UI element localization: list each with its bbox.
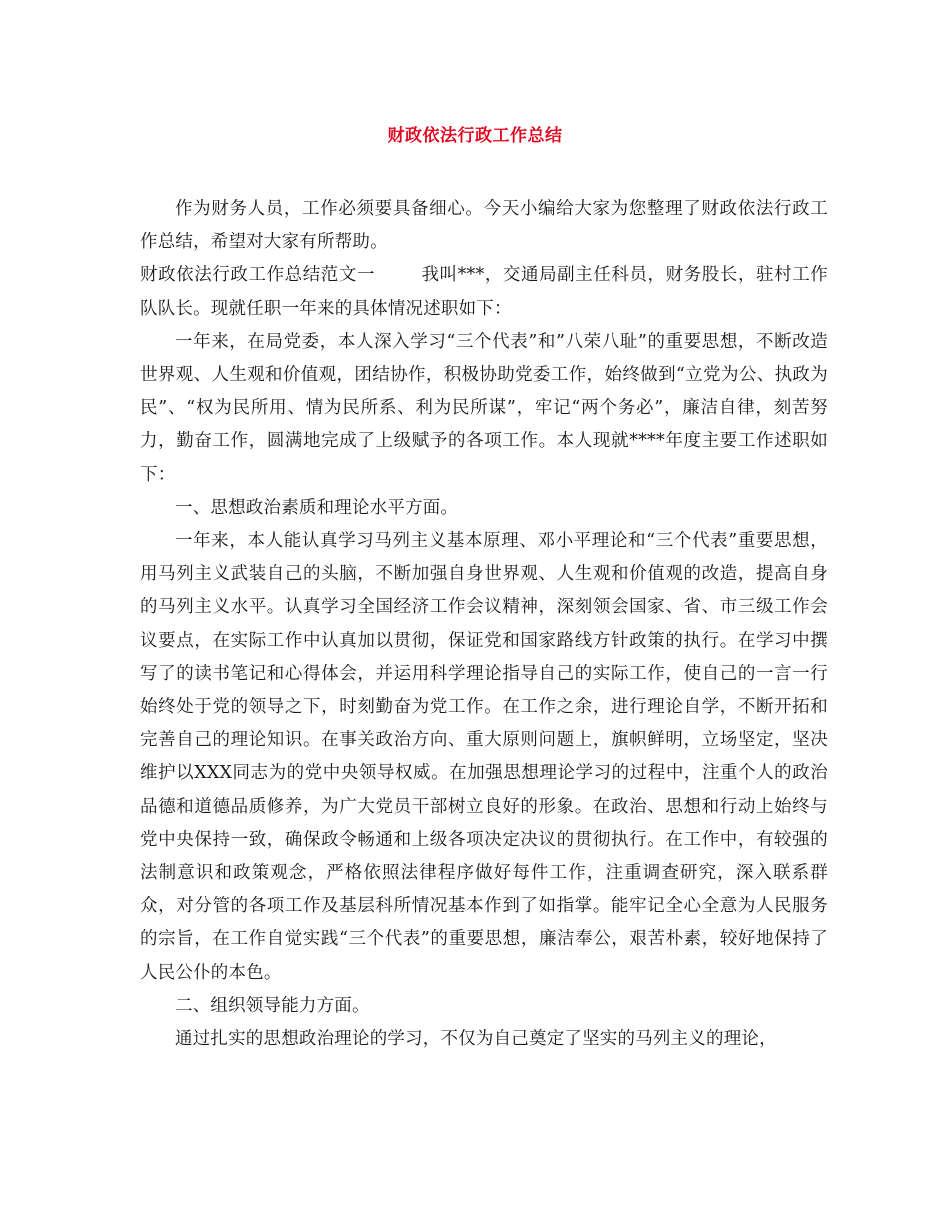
- section-heading-political: 一、思想政治素质和理论水平方面。: [175, 497, 459, 518]
- paragraph-leadership: 通过扎实的思想政治理论的学习，不仅为自己奠定了坚实的马列主义的理论，: [175, 1029, 777, 1050]
- sample-heading-label: 财政依法行政工作总结范文一: [140, 265, 376, 286]
- paragraph-sample-heading: [140, 259, 828, 325]
- section-heading-leadership: 二、组织领导能力方面。: [175, 995, 370, 1016]
- document-body: [140, 193, 828, 1056]
- paragraph-political: 一年来，本人能认真学习马列主义基本原理、邓小平理论和“三个代表”重要思想，用马列主义武装自己的头脑，不断加强自身世界观、人生观和价值观的改造，提高自身的马列主义水平。认真学习全国经济工作会议精神，深刻领会国家、省、市三级工作会议要点，在实际工作中认真加以贯彻，保证党和国家路线方针政策的执行。在学习中撰写了的读书笔记和心得体会，并运用科学理论指导自己的实际工作，使自己的一言一行始终处于党的领导之下，时刻勤奋为党工作。在工作之余，进行理论自学，不断开拓和完善自己的理论知识。在事关政治方向、重大原则问题上，旗帜鲜明，立场坚定，坚决维护以XXX同志为的党中央领导权威。在加强思想理论学习的过程中，注重个人的政治品德和道德品质修养，为广大党员干部树立良好的形象。在政治、思想和行动上始终与党中央保持一致，确保政令畅通和上级各项决定决议的贯彻执行。在工作中，有较强的法制意识和政策观念，严格依照法律程序做好每件工作，注重调查研究，深入联系群众，对分管的各项工作及基层科所情况基本作到了如指掌。能牢记全心全意为人民服务的宗旨，在工作自觉实践“三个代表”的重要思想，廉洁奉公，艰苦朴素，较好地保持了人民公仆的本色。: [140, 531, 828, 983]
- document-title: 财政依法行政工作总结: [387, 126, 563, 146]
- paragraph-overview: 一年来，在局党委，本人深入学习“三个代表”和”八荣八耻”的重要思想，不断改造世界观、人生观和价值观，团结协作，积极协助党委工作，始终做到“立党为公、执政为民”、“权为民所用、情为民所系、利为民所谋”，牢记“两个务必”，廉洁自律，刻苦努力，勤奋工作，圆满地完成了上级赋予的各项工作。本人现就****年度主要工作述职如下：: [140, 331, 828, 485]
- sample-heading-text: 我叫***，交通局副主任科员，财务股长，驻村工作队队长。现就任职一年来的具体情况述职如下：: [140, 265, 828, 319]
- paragraph-intro: 作为财务人员，工作必须要具备细心。今天小编给大家为您整理了财政依法行政工作总结，希望对大家有所帮助。: [140, 199, 828, 253]
